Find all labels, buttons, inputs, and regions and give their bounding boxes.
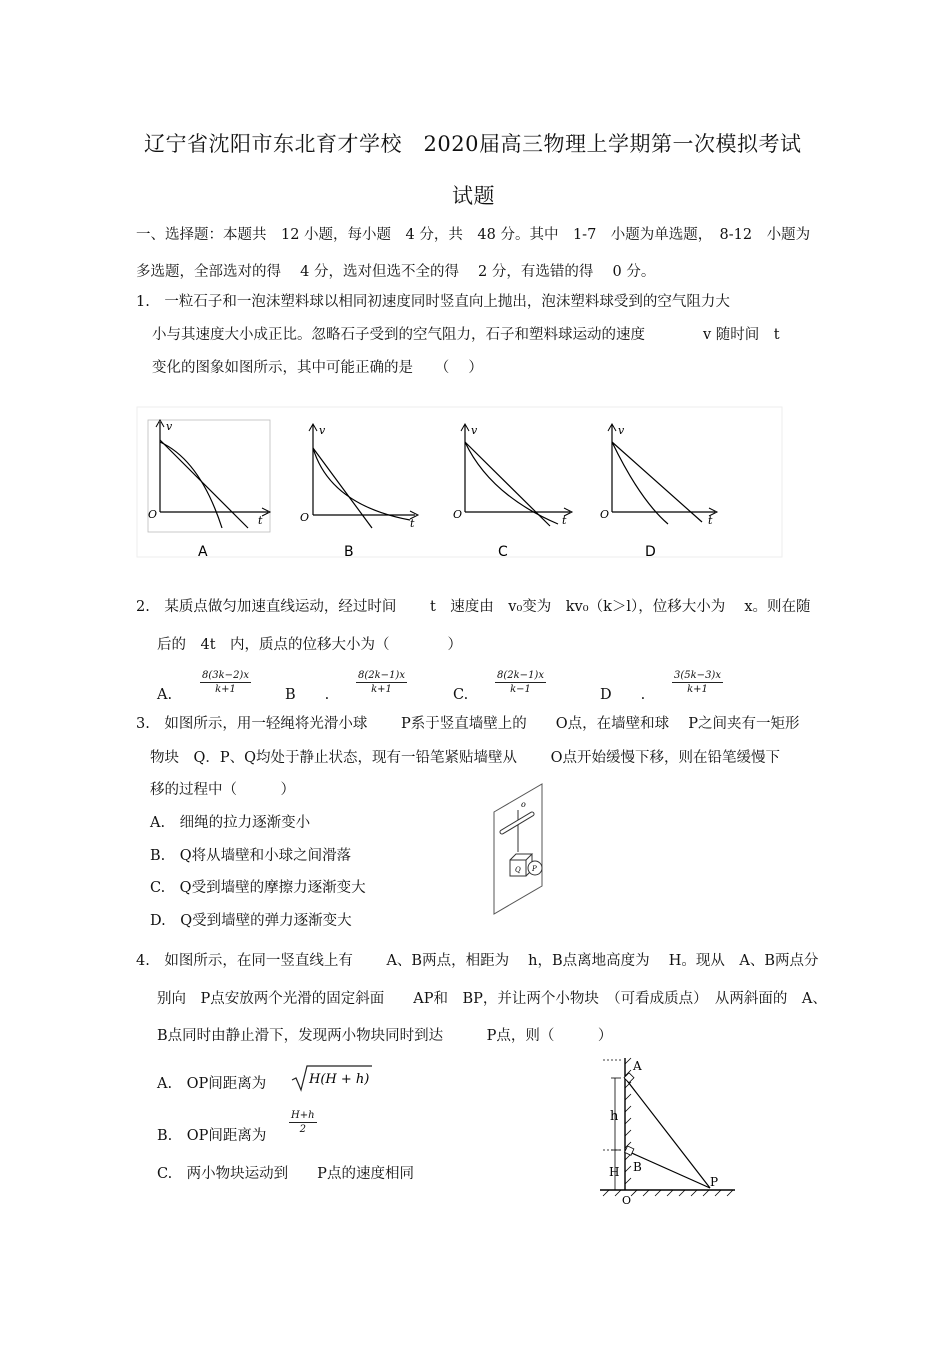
section-intro-line2: 多选题，全部选对的得 4 分，选对但选不全的得 2 分，有选错的得 0 分。 [136, 264, 656, 280]
q2-option-a-fraction [200, 670, 251, 695]
q4-option-a-sqrt [290, 1064, 380, 1092]
q1-line3: 变化的图象如图所示，其中可能正确的是 （ ） [152, 360, 483, 376]
fig-H-label: H [609, 1165, 620, 1179]
denominator: 2 [299, 1124, 306, 1135]
q2-option-b-fraction [356, 670, 407, 695]
q1-graph-a [148, 420, 270, 532]
q4-line1: 4. 如图所示，在同一竖直线上有 A、B两点，相距为 h，B点离地高度为 H。现从 A、B两点分 [136, 953, 819, 969]
q2-line1: 2. 某质点做匀加速直线运动，经过时间 t 速度由 v₀变为 kv₀（k＞l），位移大小为 x。则在随 [136, 599, 811, 615]
q3-line2: 物块 Q．P、Q均处于静止状态，现有一铅笔紧贴墙壁从 O点开始缓慢下移，则在铅笔缓慢下 [150, 750, 781, 766]
q1-figure-frame [137, 407, 782, 557]
t-label: t [708, 514, 713, 527]
q1-graph-b [300, 424, 418, 530]
numerator: 8(2k−1)x [358, 670, 405, 681]
q1-graph-label-d: D [645, 544, 656, 560]
v-label: v [319, 424, 326, 437]
q2-option-b-label: B . [285, 687, 330, 703]
denominator: k−1 [510, 684, 531, 695]
denominator: k+1 [215, 684, 236, 695]
page-title-line2: 试题 [452, 184, 495, 208]
o-label: O [600, 508, 610, 521]
numerator: 8(3k−2)x [202, 670, 249, 681]
numerator: 3(5k−3)x [674, 670, 721, 681]
q4-line3: B点同时由静止滑下，发现两小物块同时到达 P点，则（ ） [157, 1028, 613, 1044]
denominator: k+1 [371, 684, 392, 695]
q3-figure [488, 780, 568, 920]
q4-option-b-fraction [289, 1110, 317, 1135]
fig-p-label: P [710, 1175, 719, 1189]
fig-b-label: B [633, 1160, 642, 1174]
q3-option-c: C. Q受到墙壁的摩擦力逐渐变大 [150, 880, 366, 896]
fig-o-label: o [521, 800, 526, 809]
denominator: k+1 [687, 684, 708, 695]
q1-graph-d [600, 424, 717, 527]
q1-graph-c [453, 424, 572, 527]
t-label: t [410, 517, 415, 530]
q2-option-c-fraction [495, 670, 546, 695]
v-label: v [166, 420, 173, 433]
v-label: v [618, 424, 625, 437]
q1-graphs-figure [0, 400, 950, 600]
stone-line [313, 448, 372, 528]
q2-line2: 后的 4t 内，质点的位移大小为（ ） [157, 637, 463, 653]
o-label: O [148, 508, 158, 521]
q1-graph-a-box [148, 420, 270, 532]
section-intro-line1: 一、选择题：本题共 12 小题，每小题 4 分，共 48 分。其中 1-7 小题为单选题， 8-12 小题为 [136, 227, 811, 243]
q4-option-a: A. OP间距离为 [157, 1076, 267, 1092]
t-label: t [258, 514, 263, 527]
fig-a-label: A [633, 1059, 642, 1073]
ball-curve [313, 448, 410, 520]
o-label: O [453, 508, 463, 521]
q1-graph-label-a: A [198, 544, 208, 560]
q1-line2: 小与其速度大小成正比。忽略石子受到的空气阻力，石子和塑料球运动的速度 v 随时间 t [152, 327, 780, 343]
fig-o-label: O [622, 1194, 632, 1207]
radicand: H(H + h) [309, 1072, 370, 1087]
q2-option-d-fraction [672, 670, 723, 695]
q1-graph-label-c: C [498, 544, 508, 560]
q2-option-a-label: A. [157, 687, 173, 703]
t-label: t [562, 514, 567, 527]
ball-curve [160, 442, 222, 528]
q1-graph-label-b: B [344, 544, 354, 560]
stone-line [160, 440, 248, 528]
q3-option-a: A. 细绳的拉力逐渐变小 [150, 815, 311, 831]
fig-h-label: h [610, 1109, 619, 1124]
q3-line1: 3. 如图所示，用一轻绳将光滑小球 P系于竖直墙壁上的 O点，在墙壁和球 P之间夹有一矩形 [136, 716, 800, 732]
v-label: v [471, 424, 478, 437]
q2-option-d-label: D . [600, 687, 646, 703]
numerator: 8(2k−1)x [497, 670, 544, 681]
page-title: 辽宁省沈阳市东北育才学校 2020届高三物理上学期第一次模拟考试 [144, 132, 802, 156]
fig-q-label: Q [515, 866, 521, 874]
q1-line1: 1. 一粒石子和一泡沫塑料球以相同初速度同时竖直向上抛出，泡沫塑料球受到的空气阻力大 [136, 294, 730, 310]
q2-option-c-label: C. [453, 687, 469, 703]
q3-option-b: B. Q将从墙壁和小球之间滑落 [150, 848, 352, 864]
q4-option-c: C. 两小物块运动到 P点的速度相同 [157, 1166, 414, 1182]
q4-line2: 别向 P点安放两个光滑的固定斜面 AP和 BP，并让两个小物块 （可看成质点） 从两斜面的 A、 [157, 991, 827, 1007]
q3-option-d: D. Q受到墙壁的弹力逐渐变大 [150, 913, 352, 929]
o-label: O [300, 511, 310, 524]
q4-option-b: B. OP间距离为 [157, 1128, 267, 1144]
fig-p-label: P [532, 865, 537, 873]
q3-line3: 移的过程中（ ） [150, 782, 295, 798]
q4-figure [595, 1050, 745, 1210]
numerator: H+h [291, 1110, 315, 1121]
stone-line [612, 442, 702, 522]
